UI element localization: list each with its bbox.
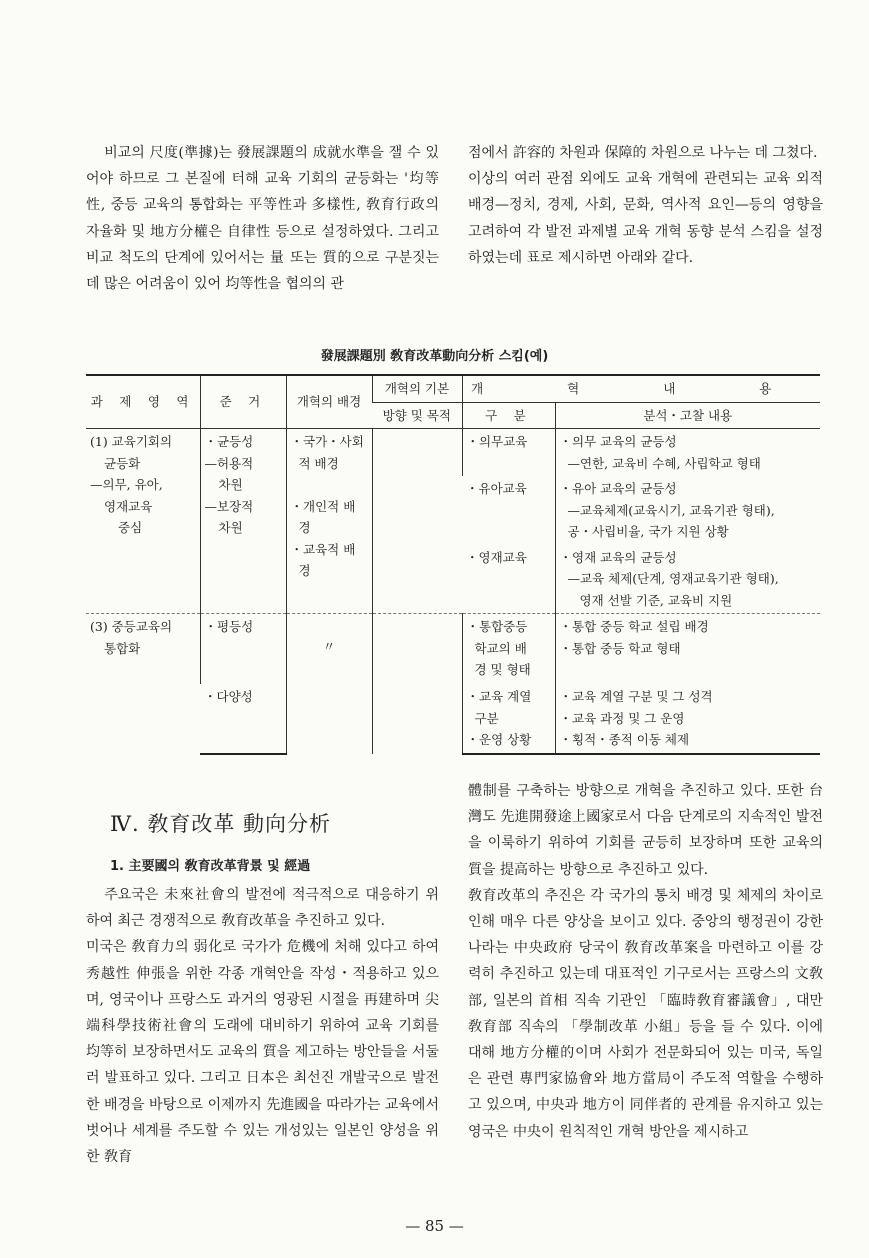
cell-category: ・교육 계열 구분 ・운영 상황: [462, 684, 555, 754]
cell-analysis: ・유아 교육의 균등성 —교육체제(교육시기, 교육기관 형태), 공・사립비율, 국가 지원 상황: [555, 476, 820, 545]
header-background: 개혁의 배경: [286, 375, 372, 429]
table-title: 發展課題別 敎育改革動向分析 스킴(예): [320, 349, 549, 364]
cell-category: ・의무교육: [462, 429, 555, 477]
paragraph: 점에서 許容的 차원과 保障的 차원으로 나누는 데 그쳤다.: [468, 145, 818, 161]
paragraph: 體制를 구축하는 방향으로 개혁을 추진하고 있다. 또한 台灣도 先進開發途上國家로서 다음 단계로의 지속적인 발전을 이룩하기 위하여 기회를 균등히 보장하며 또한 교육의 質을 提高하는 방향으로 추진하고 있다.: [468, 783, 823, 878]
header-direction-line1: 개혁의 기본: [372, 375, 462, 402]
paragraph: 敎育改革의 추진은 각 국가의 통치 배경 및 체제의 차이로 인해 매우 다른 양상을 보이고 있다. 중앙의 행정권이 강한 나라는 中央政府 당국이 敎育改革案을 마련하고 이를 강력히 추진하고 있는데 대표적인 기구로서는 프랑스의 文敎部, 일본의 首相 직속 기관인 「臨時敎育審議會」, 대만 敎育部 직속의 「學制改革 小組」등을 들 수 있다. 이에 대해 地方分權的이며 사회가 전문화되어 있는 미국, 독일은 관련 專門家協會와 地方當局이 주도적 역할을 수행하고 있으며, 中央과 地方이 同伴者的 관계를 유지하고 있는 영국은 中央이 원칙적인 개혁 방안을 제시하고: [468, 887, 823, 1140]
cell-analysis: ・통합 중등 학교 설립 배경 ・통합 중등 학교 형태: [555, 614, 820, 685]
section-heading: Ⅳ. 敎育改革 動向分析: [110, 812, 332, 836]
paragraph: 주요국은 未來社會의 발전에 적극적으로 대응하기 위하여 최근 경쟁적으로 敎育改革을 추진하고 있다.: [86, 887, 439, 930]
cell-area: (1) 교육기회의 균등화 —의무, 유아, 영재교육 중심: [90, 434, 173, 535]
cell-direction: [372, 429, 462, 614]
cell-background: ・국가・사회 적 배경 ・개인적 배 경 ・교육적 배 경: [286, 429, 372, 614]
bottom-left-column: [86, 882, 439, 1170]
analysis-scheme-table: [86, 374, 820, 755]
subsection-heading: 1. 主要國의 敎育改革背景 및 經過: [110, 859, 311, 874]
cell-basis: ・균등성 —허용적 차원 —보장적 차원: [200, 429, 286, 614]
cell-category: ・유아교육: [466, 481, 527, 496]
cell-category: ・영재교육: [466, 549, 527, 565]
cell-basis: ・평등성: [200, 614, 286, 685]
cell-analysis: ・영재 교육의 균등성 —교육 체제(단계, 영재교육기관 형태), 영재 선발 기준, 교육비 지원: [555, 545, 820, 614]
header-direction-line2: 방향 및 목적: [372, 402, 462, 429]
header-analysis: 분석・고찰 내용: [555, 402, 820, 429]
header-category: 구 분: [462, 402, 555, 429]
page-number: — 85 —: [405, 1217, 464, 1235]
top-right-column: [468, 140, 823, 271]
bottom-right-column: [468, 778, 823, 1145]
table-row: [86, 429, 820, 477]
cell-direction: [372, 614, 462, 754]
top-left-column: [86, 140, 439, 297]
cell-basis: ・다양성: [200, 684, 286, 754]
cell-analysis: ・의무 교육의 균등성 —연한, 교육비 수혜, 사립학교 형태: [555, 429, 820, 477]
paragraph: 이상의 여러 관점 외에도 교육 개혁에 관련되는 교육 외적 배경—정치, 경제, 사회, 문화, 역사적 요인—등의 영향을 고려하여 각 발전 과제별 교육 개혁 동향 분석 스킴을 설정하였는데 표로 제시하면 아래와 같다.: [468, 171, 823, 266]
header-content: 개 혁 내 용: [462, 375, 820, 402]
cell-area: (3) 중등교육의 통합화: [86, 614, 200, 754]
header-area: 과 제 영 역: [86, 375, 200, 429]
cell-analysis: ・교육 계열 구분 및 그 성격 ・교육 과정 및 그 운영 ・횡적・종적 이동 체제: [555, 684, 820, 754]
paragraph: 미국은 敎育力의 弱化로 국가가 危機에 처해 있다고 하여 秀越性 伸張을 위한 각종 개혁안을 작성・적용하고 있으며, 영국이나 프랑스도 과거의 영광된 시절을 再建하며 尖端科學技術社會의 도래에 대비하기 위하여 교육 기회를 均等히 보장하면서도 교육의 質을 제고하는 방안들을 서둘러 발표하고 있다. 그리고 日本은 최선진 개발국으로 발전한 배경을 바탕으로 이제까지 先進國을 따라가는 교육에서 벗어나 세계를 주도할 수 있는 개성있는 일본인 양성을 위한 敎育: [86, 939, 439, 1166]
paragraph: 비교의 尺度(準據)는 發展課題의 成就水準을 잴 수 있어야 하므로 그 본질에 터해 교육 기회의 균등화는 '均等性, 중등 교육의 통합화는 平等性과 多樣性, 敎育行政의 자율화 및 地方分權은 自律性 등으로 설정하였다. 그리고 비교 척도의 단계에 있어서는 量 또는 質的으로 구분짓는 데 많은 어려움이 있어 均等性을 협의의 관: [86, 145, 439, 293]
cell-background: 〃: [286, 614, 372, 754]
table-row: [86, 614, 820, 685]
cell-category: ・통합중등 학교의 배 경 및 형태: [462, 614, 555, 685]
header-basis: 준 거: [200, 375, 286, 429]
scheme-table: [86, 374, 820, 755]
